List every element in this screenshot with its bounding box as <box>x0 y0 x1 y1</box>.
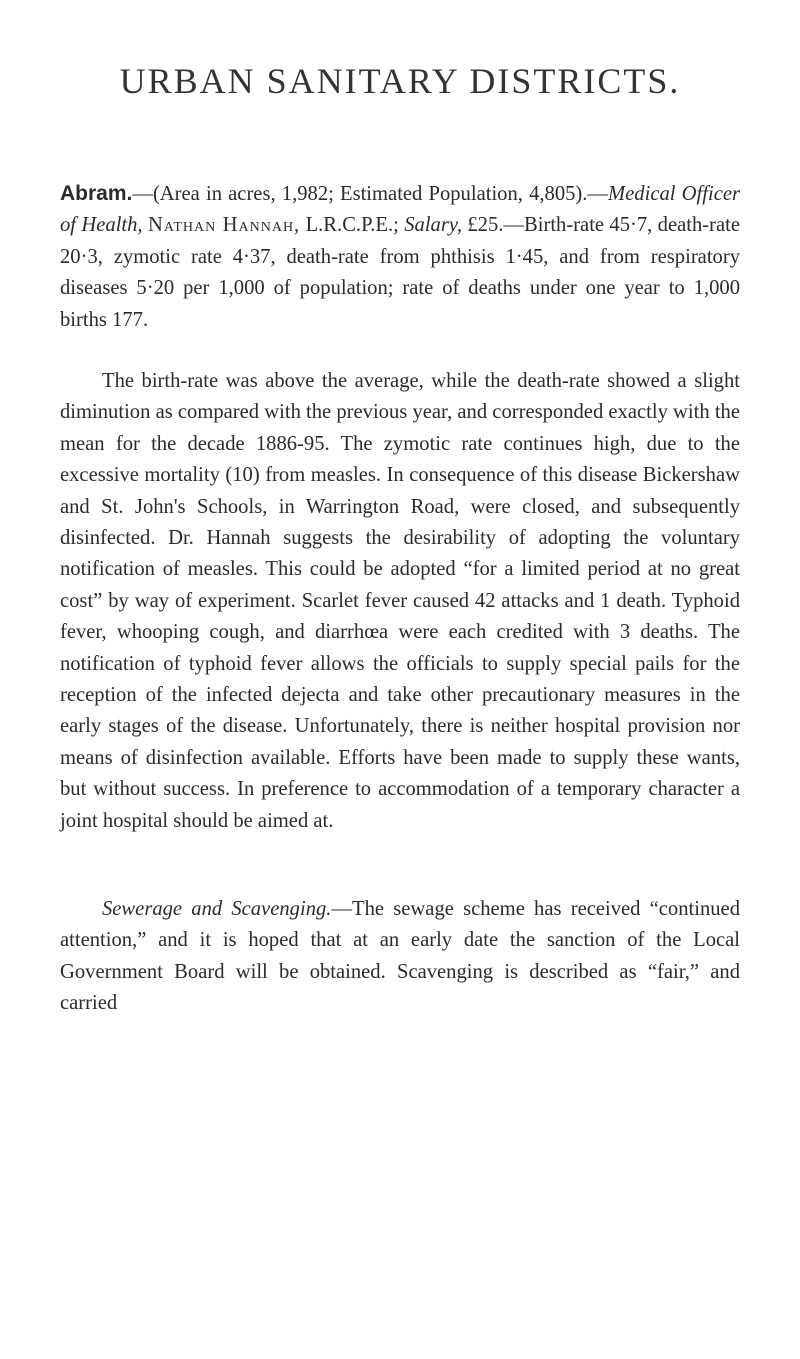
abram-entry-paragraph <box>60 178 740 336</box>
sewerage-paragraph <box>60 894 740 1020</box>
officer-label: Medical Officer of Health, <box>60 183 740 237</box>
sewerage-heading: Sewerage and Scavenging. <box>102 898 332 920</box>
area-population-text: —(Area in acres, 1,982; Estimated Population, 4,805).— <box>132 183 609 205</box>
page-title: URBAN SANITARY DISTRICTS. <box>119 61 681 101</box>
salary-label: Salary, <box>404 214 462 237</box>
vital-statistics-text: £25.—Birth-rate 45·7, death-rate 20·3, zymotic rate 4·37, death-rate from phthisis 1·45, and from respiratory diseases 5·20 per 1,000 of population; rate of deaths under one year to 1,000 births 177. <box>60 214 740 331</box>
commentary-paragraph: The birth-rate was above the average, while the death-rate showed a slight diminution as compared with the previous year, and corresponded exactly with the mean for the decade 1886-95. The zymotic rate continues high, due to the excessive mortality (10) from measles. In consequence of this disease Bickershaw and St. John's Schools, in Warrington Road, were closed, and subsequently disinfected. Dr. Hannah suggests the desirability of adopting the voluntary notification of measles. This could be adopted “for a limited period at no great cost” by way of experiment. Scarlet fever caused 42 attacks and 1 death. Typhoid fever, whooping cough, and diarrhœa were each credited with 3 deaths. The notification of typhoid fever allows the officials to supply special pails for the reception of the infected dejecta and take other precautionary measures in the early stages of the disease. Unfortunately, there is neither hospital provision nor means of disinfection available. Efforts have been made to supply these wants, but without success. In preference to accommodation of a temporary character a joint hospital should be aimed at. <box>60 370 740 832</box>
qualification-text: L.R.C.P.E.; <box>305 214 399 237</box>
place-heading: Abram. <box>60 182 133 205</box>
sewerage-text: —The sewage scheme has received “continued attention,” and it is hoped that at an early date the sanction of the Local Government Board will be obtained. Scavenging is described as “fair,” and carried <box>60 898 740 1015</box>
officer-name: Nathan Hannah, <box>147 214 301 237</box>
